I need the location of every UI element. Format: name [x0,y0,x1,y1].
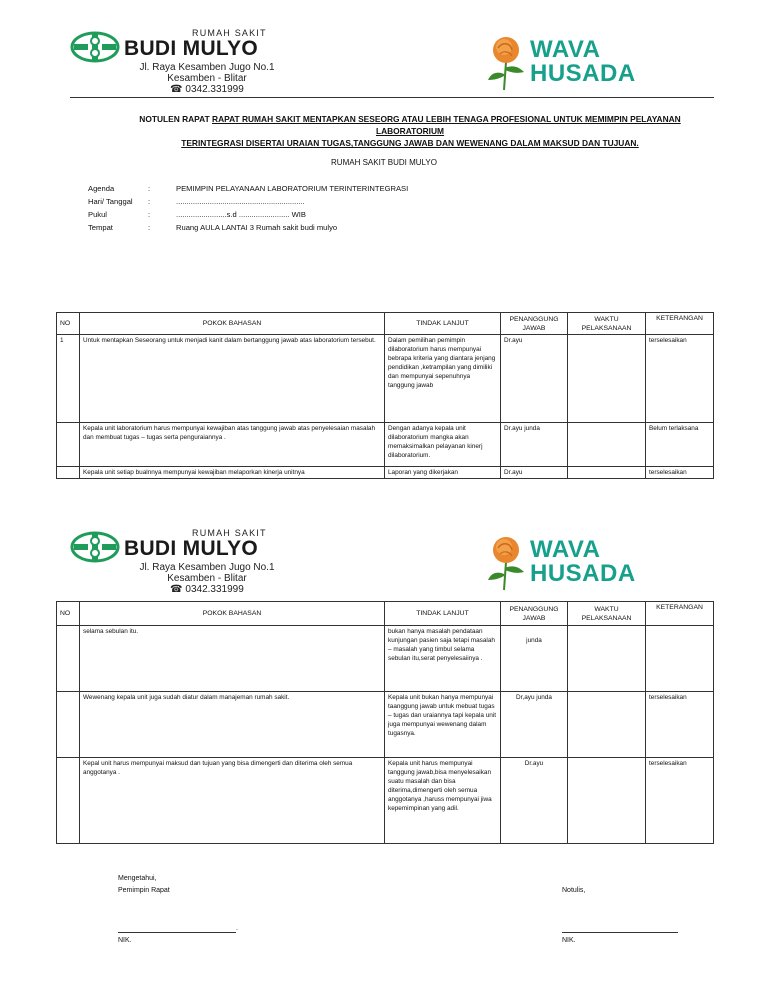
hospital-logo-icon [70,30,120,64]
hospital-address [122,62,292,95]
signature-line-left [118,932,236,933]
info-colon: : [148,197,151,206]
hospital-name: BUDI MULYO [124,537,259,560]
signature-left [118,873,170,897]
cell-pokok: Kepal unit harus mempunyai maksud dan tujuan yang bisa dimengerti dan diterima oleh semua anggotanya . [80,758,385,844]
signature-left-dot: . [236,925,238,932]
cell-waktu [568,467,646,479]
cell-ket: Belum terlaksana [646,423,714,467]
info-label: Hari/ Tanggal [88,197,133,206]
header-waktu-pelaksanaan [568,602,646,626]
cell-tindak: Dalam pemilihan pemimpin dilaboratorium harus mempunyai bebrapa kriteria yang diantara jenjang pendidikan ,ketrampilan yang dimiliki dan mempunyai sepenuhnya tanggung jawab [385,335,501,423]
hospital-name: BUDI MULYO [124,37,259,60]
cell-no [57,467,80,479]
cell-pokok: Kepala unit setiap bualnnya mempunyai kewajiban melaporkan kinerja unitnya [80,467,385,479]
wava-husada-logo [484,32,644,92]
cell-no [57,758,80,844]
rose-icon [484,532,528,592]
header-pj-line1: PENANGGUNG [509,315,559,323]
hospital-identity [70,528,310,594]
cell-pj: Dr,ayu junda [501,692,568,758]
address-city: Kesamben - Blitar [167,573,247,584]
minutes-table-2 [56,601,714,844]
header-waktu-line1: WAKTU [594,605,619,613]
info-label: Pukul [88,210,107,219]
nik-left: NIK. [118,937,132,944]
hospital-type: RUMAH SAKIT [192,528,267,538]
header-keterangan: KETERANGAN [646,313,714,335]
hospital-type: RUMAH SAKIT [192,28,267,38]
document-title [110,113,710,149]
rose-icon [484,32,528,92]
cell-pj: junda [501,626,568,692]
address-line: Jl. Raya Kesamben Jugo No.1 [139,62,275,73]
cell-tindak: Kepala unit harus mempunyai tanggung jawab,bisa menyelesaikan suatu masalah dan bisa diterima,dimengerti oleh semua anggotanya ,haruss mempunyai jiwa kepemimpinan yang adil. [385,758,501,844]
wava-husada-logo [484,532,644,592]
cell-ket [646,626,714,692]
table-row [57,692,714,758]
header-no: NO [57,313,80,335]
hospital-logo-icon [70,530,120,564]
wava-husada-wordmark [530,538,636,586]
hospital-address [122,562,292,595]
cell-no [57,423,80,467]
phone-number: ☎ 0342.331999 [170,584,244,595]
table-row [57,335,714,423]
cell-tindak: Dengan adanya kepala unit dilaboratorium mangka akan memaksimalkan pelayanan kinerj dilaboratorium. [385,423,501,467]
header-pokok-bahasan: POKOK BAHASAN [80,313,385,335]
table-row [57,467,714,479]
address-city: Kesamben - Blitar [167,73,247,84]
cell-waktu [568,423,646,467]
header-pokok-bahasan: POKOK BAHASAN [80,602,385,626]
info-value: PEMIMPIN PELAYANAAN LABORATORIUM TERINTERINTEGRASI [176,184,409,193]
minutes-table-1 [56,312,714,479]
cell-waktu [568,335,646,423]
cell-tindak: bukan hanya masalah pendataan kunjungan pasien saja tetapi masalah – masalah yang timbul selama sebulan itu,serat penyelesaiinya . [385,626,501,692]
info-colon: : [148,210,151,219]
cell-pokok: Kepala unit laboratorium harus mempunyai kewajiban atas tanggung jawab atas penyelesaian masalah dan membuat tugas – tugas serta penguraiannya . [80,423,385,467]
title-prefix: NOTULEN RAPAT [139,114,213,124]
letterhead-page-2 [0,528,768,598]
header-keterangan: KETERANGAN [646,602,714,626]
cell-ket: terselesaikan [646,335,714,423]
info-label: Agenda [88,184,115,193]
cell-pokok: Wewenang kepala unit juga sudah diatur dalam manajeman rumah sakit. [80,692,385,758]
header-pj-line2: JAWAB [522,324,546,332]
cell-ket: terselesaikan [646,692,714,758]
cell-no [57,626,80,692]
info-colon: : [148,184,151,193]
title-underlined: RAPAT RUMAH SAKIT MENTAPKAN SESEORG ATAU LEBIH TENAGA PROFESIONAL UNTUK MEMIMPIN PELAYANAN LABORATORIUM [212,114,681,136]
table-header-row [57,313,714,335]
info-value: Ruang AULA LANTAI 3 Rumah sakit budi mulyo [176,223,338,232]
hospital-identity [70,28,310,94]
phone-number: ☎ 0342.331999 [170,84,244,95]
husada-word: HUSADA [530,560,636,587]
table-row [57,758,714,844]
cell-pokok: Untuk mentapkan Seseorang untuk menjadi kanit dalam bertanggung jawab atas laboratorium tersebut. [80,335,385,423]
acknowledged-label: Mengetahui, [118,875,157,882]
header-tindak-lanjut: TINDAK LANJUT [385,313,501,335]
cell-waktu [568,626,646,692]
wava-husada-wordmark [530,38,636,86]
cell-pj: Dr.ayu [501,335,568,423]
cell-pj: Dr.ayu [501,758,568,844]
header-divider [70,97,714,98]
cell-no: 1 [57,335,80,423]
table-row [57,423,714,467]
cell-waktu [568,758,646,844]
header-waktu-line2: PELAKSANAAN [581,614,632,622]
cell-pj: Dr.ayu junda [501,423,568,467]
nik-right: NIK. [562,937,576,944]
address-line: Jl. Raya Kesamben Jugo No.1 [139,562,275,573]
cell-waktu [568,692,646,758]
signature-line-right [562,932,678,933]
wava-word: WAVA [530,36,601,63]
header-pj-line1: PENANGGUNG [509,605,559,613]
header-penanggung-jawab [501,602,568,626]
header-no: NO [57,602,80,626]
info-label: Tempat [88,223,113,232]
cell-tindak: Kepala unit bukan hanya mempunyai taanggung jawab untuk mebuat tugas – tugas dan uraiannya tapi kepala unit juga mempunyai wewenang dalam tugasnya. [385,692,501,758]
cell-ket: terselesaikan [646,758,714,844]
cell-pj: Dr.ayu [501,467,568,479]
cell-tindak: Laporan yang dikerjakan [385,467,501,479]
cell-ket: terselesaikan [646,467,714,479]
cell-pokok: selama sebulan itu. [80,626,385,692]
header-waktu-line2: PELAKSANAAN [581,324,632,332]
info-value: ........................s.d ........................ WIB [176,210,306,219]
document-subtitle: RUMAH SAKIT BUDI MULYO [331,158,437,167]
notulis-label: Notulis, [562,887,586,894]
cell-no [57,692,80,758]
table-row [57,626,714,692]
header-waktu-line1: WAKTU [594,315,619,323]
title-line-2: TERINTEGRASI DISERTAI URAIAN TUGAS,TANGGUNG JAWAB DAN WEWENANG DALAM MAKSUD DAN TUJUAN. [181,138,639,148]
header-penanggung-jawab [501,313,568,335]
title-line-1 [110,113,710,137]
wava-word: WAVA [530,536,601,563]
table-header-row [57,602,714,626]
letterhead [0,28,768,98]
meeting-leader-label: Pemimpin Rapat [118,887,170,894]
husada-word: HUSADA [530,60,636,87]
info-value: ............................................................. [176,197,305,206]
info-colon: : [148,223,151,232]
header-waktu-pelaksanaan [568,313,646,335]
header-pj-line2: JAWAB [522,614,546,622]
header-tindak-lanjut: TINDAK LANJUT [385,602,501,626]
